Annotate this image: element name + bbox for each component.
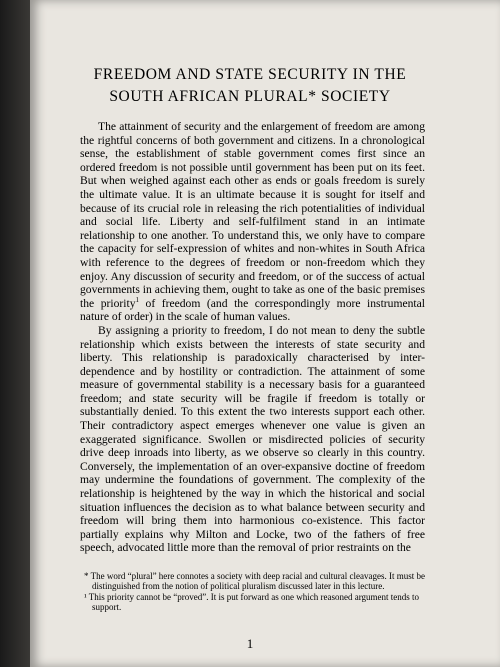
footnote-ref-1: 1 [135, 295, 139, 304]
footnotes [80, 571, 425, 613]
footnote-star: * The word “plural” here connotes a society with deep racial and cultural cleavages. It must be distinguished from the notion of political pluralism discussed later in this lecture. [84, 571, 425, 591]
footnote-1: ¹ This priority cannot be “proved”. It is put forward as one which reasoned argument tends to support. [84, 592, 420, 612]
paragraph-2: By assigning a priority to freedom, I do not mean to deny the subtle relationship which exists between the interests of state security and liberty. This relationship is paradoxically characterised by inter-dependence and by hostility or contradiction. The attainment of some measure of governmental stability is a necessary basis for a guaranteed freedom; and state security will be fragile if freedom is totally or substantially denied. To this extent the two interests support each other. Their contradictory aspect emerges whenever one value is given an exaggerated significance. Swollen or misdirected policies of security drive deep inroads into liberty, as we observe so clearly in this country. Conversely, the implementation of an over-expansive doctine of freedom may undermine the foundations of government. The complexity of the relationship is heightened by the way in which the historical and social situation influences the decision as to what balance between security and freedom will bring them into harmonious co-existence. This factor partially explains why Milton and Locke, two of the fathers of free speech, advocated little more than the removal of prior restraints on the [80, 323, 425, 555]
chapter-title [50, 64, 450, 108]
paragraph-1 [80, 120, 425, 324]
page-number: 1 [246, 636, 254, 651]
book-spine-shadow [0, 0, 32, 667]
chapter-title-line-2: SOUTH AFRICAN PLURAL* SOCIETY [109, 88, 391, 105]
paragraph-1-text: The attainment of security and the enlargement of freedom are among the rightful concerns of both government and citizens. In a chronological sense, the establishment of stable government comes first since an ordered freedom is not possible until government has been put on its feet. But when weighed against each other as ends or goals freedom is surely the ultimate value. It is an ultimate because it is sought for itself and because of its crucial role in releasing the rich potentialities of individual and social life. Liberty and self-fulfilment stand in an intimate relationship to one another. To understand this, we only have to compare the capacity for self-expression of whites and non-whites in South Africa with reference to the degrees of freedom or non-freedom which they enjoy. Any discussion of security and freedom, or of the success of actual governments in achieving them, ought to take as one of the basic premises the priority [80, 120, 425, 310]
body-text [80, 120, 425, 555]
paragraph-1-end: of freedom (and the correspondingly more instrumental nature of order) in the scale of human values. [80, 296, 425, 324]
chapter-title-line-1: FREEDOM AND STATE SECURITY IN THE [93, 66, 407, 83]
